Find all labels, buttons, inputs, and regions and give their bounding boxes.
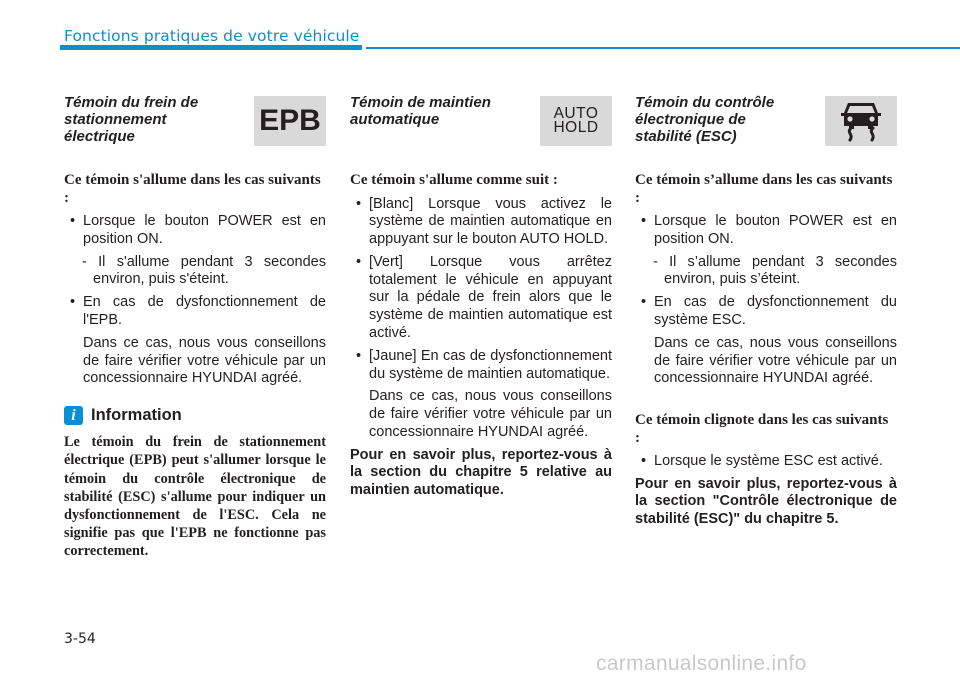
auto-hold-icon-line1: AUTO	[553, 104, 599, 122]
esc-sub-1: - Il s’allume pendant 3 secondes environ, puis s’éteint.	[653, 253, 897, 288]
column-auto-hold	[350, 94, 612, 499]
esc-skid-icon	[825, 96, 897, 146]
epb-bullet-1-text: Lorsque le bouton POWER est en position ON.	[83, 213, 326, 247]
esc-bullet-2: • En cas de dysfonctionnement du système ESC.	[641, 294, 897, 328]
esc-paragraph: Dans ce cas, nous vous conseillons de faire vérifier votre véhicule par un concessionnaire HYUNDAI agréé.	[654, 334, 897, 387]
epb-bullet-2: • En cas de dysfonctionnement de l'EPB.	[70, 294, 326, 328]
esc-bullet-3: • Lorsque le système ESC est activé.	[641, 453, 883, 470]
esc-intro-1: Ce témoin s’allume dans les cas suivants :	[635, 172, 893, 206]
epb-paragraph: Dans ce cas, nous vous conseillons de faire vérifier votre véhicule par un concessionnaire HYUNDAI agréé.	[83, 334, 326, 387]
auto-hold-bullet-3: • [Jaune] En cas de dysfonctionnement du système de maintien automatique.	[356, 347, 612, 382]
auto-hold-bullet-2-text: [Vert] Lorsque vous arrêtez totalement le véhicule en appuyant sur la pédale de frein alors que le système de maintien automatique est activé.	[369, 253, 612, 342]
section-header-title: Fonctions pratiques de votre véhicule	[64, 27, 360, 45]
auto-hold-paragraph: Dans ce cas, nous vous conseillons de faire vérifier votre véhicule par un concessionnaire HYUNDAI agréé.	[369, 388, 612, 441]
auto-hold-bullet-2: • [Vert] Lorsque vous arrêtez totalement le véhicule en appuyant sur la pédale de frein alors que le système de maintien automatique est activé.	[356, 253, 612, 342]
info-text: Le témoin du frein de stationnement électrique (EPB) peut s'allumer lorsque le témoin du contrôle électronique de stabilité (ESC) s'allume pour indiquer un dysfonctionnement de l'ESC. Cela ne signifie pas que l'EPB ne fonctionne pas correctement.	[64, 434, 326, 560]
auto-hold-indicator-icon	[540, 96, 612, 146]
info-label: Information	[91, 406, 182, 425]
epb-bullet-1: • Lorsque le bouton POWER est en position ON.	[70, 213, 326, 247]
auto-hold-section-title: Témoin de maintien automatique	[350, 94, 491, 128]
esc-bullet-1: • Lorsque le bouton POWER est en position ON.	[641, 213, 897, 247]
epb-warning-icon	[254, 96, 326, 146]
column-epb	[64, 94, 326, 561]
epb-sub-1: - Il s'allume pendant 3 secondes environ, puis s'éteint.	[82, 253, 326, 288]
auto-hold-icon-line2: HOLD	[553, 119, 599, 136]
auto-hold-intro: Ce témoin s'allume comme suit :	[350, 172, 558, 188]
esc-bullet-1-text: Lorsque le bouton POWER est en position ON.	[654, 213, 897, 247]
esc-section-title: Témoin du contrôle électronique de stabilité (ESC)	[635, 94, 775, 145]
auto-hold-bullet-3-text: [Jaune] En cas de dysfonctionnement du système de maintien automatique.	[369, 347, 612, 382]
auto-hold-bullet-1-text: [Blanc] Lorsque vous activez le système de maintien automatique en appuyant sur le bouton AUTO HOLD.	[369, 195, 612, 248]
watermark: carmanualsonline.info	[596, 652, 807, 675]
esc-note: Pour en savoir plus, reportez-vous à la section "Contrôle électronique de stabilité (ESC)" du chapitre 5.	[635, 475, 897, 527]
epb-intro: Ce témoin s'allume dans les cas suivants :	[64, 172, 321, 206]
epb-section-title: Témoin du frein de stationnement électrique	[64, 94, 199, 145]
info-heading	[64, 406, 326, 425]
header-rule	[366, 47, 960, 49]
esc-intro-2: Ce témoin clignote dans les cas suivants :	[635, 412, 889, 446]
auto-hold-note: Pour en savoir plus, reportez-vous à la section du chapitre 5 relative au maintien automatique.	[350, 446, 612, 498]
esc-bullet-2-text: En cas de dysfonctionnement du système ESC.	[654, 294, 897, 328]
esc-bullet-3-text: Lorsque le système ESC est activé.	[654, 453, 883, 470]
column-esc	[635, 94, 897, 528]
auto-hold-icon-label	[553, 104, 599, 136]
auto-hold-bullet-1: • [Blanc] Lorsque vous activez le système de maintien automatique en appuyant sur le bouton AUTO HOLD.	[356, 195, 612, 248]
epb-icon-label: EPB	[259, 104, 321, 137]
header-accent-bar	[60, 45, 362, 50]
info-icon: i	[64, 406, 83, 425]
esc-car-skid-icon	[834, 99, 888, 143]
page-number: 3-54	[64, 631, 96, 647]
epb-bullet-2-text: En cas de dysfonctionnement de l'EPB.	[83, 294, 326, 328]
